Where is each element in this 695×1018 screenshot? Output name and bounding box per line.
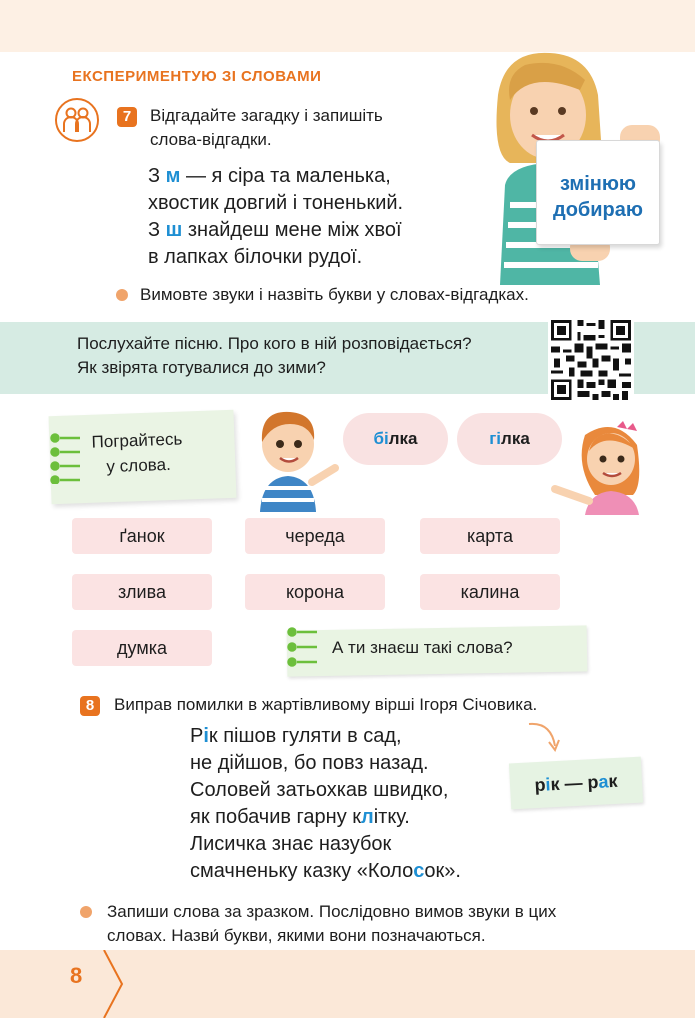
task-7-text-line2: слова-відгадки. <box>150 130 272 149</box>
girl-2-illustration <box>545 415 645 515</box>
task-7-bullet-text: Вимовте звуки і назвіть букви у словах-відгадках. <box>140 285 529 304</box>
word-chip: корона <box>245 574 385 610</box>
bullet-lines-icon <box>287 626 327 673</box>
riddle-line-1: З м — я сіра та маленька, <box>148 165 391 187</box>
question-text: А ти знаєш такі слова? <box>332 638 513 657</box>
section-title: ЕКСПЕРИМЕНТУЮ ЗІ СЛОВАМИ <box>72 68 322 85</box>
bullet-dot <box>80 906 92 918</box>
page-chevron-icon <box>100 950 130 1018</box>
poem-line-2: не дійшов, бо повз назад. <box>190 752 429 774</box>
poem-line-5: Лисичка знає назубок <box>190 833 392 855</box>
pair-work-icon <box>55 98 99 142</box>
task-8-text: Виправ помилки в жартівливому вірші Ігоря Січовика. <box>114 695 538 714</box>
word-chip: думка <box>72 630 212 666</box>
page-number: 8 <box>70 963 83 988</box>
poem-line-6: смачненьку казку «Колосок». <box>190 860 461 882</box>
riddle-line-4: в лапках білочки рудої. <box>148 246 363 268</box>
example-card: рік — рак <box>509 757 643 810</box>
riddle-line-3: З ш знайдеш мене між хвої <box>148 219 402 241</box>
word-chip: злива <box>72 574 212 610</box>
sign-line-2: добираю <box>553 199 643 221</box>
riddle <box>148 163 403 271</box>
word-chip: череда <box>245 518 385 554</box>
boy-illustration <box>250 402 345 512</box>
bullet-lines-icon <box>50 432 90 489</box>
bullet-dot <box>116 289 128 301</box>
poem-line-4: як побачив гарну клітку. <box>190 806 410 828</box>
play-instruction <box>91 426 183 479</box>
poem-line-1: Рік пішов гуляти в сад, <box>190 725 402 747</box>
word-chip: ґанок <box>72 518 212 554</box>
listen-text <box>77 332 472 380</box>
listen-line-2: Як звірята готувалися до зими? <box>77 358 326 377</box>
final-line-2: словах. Назви́ букви, якими вони позначаються. <box>107 926 486 945</box>
poem <box>190 723 461 885</box>
task-8-final-text <box>107 900 647 948</box>
word-chip: карта <box>420 518 560 554</box>
task-7-number: 7 <box>117 107 137 127</box>
word-chip: калина <box>420 574 560 610</box>
task-7-text-line1: Відгадайте загадку і запишіть <box>150 106 383 125</box>
curved-arrow-icon <box>525 718 565 759</box>
final-line-1: Запиши слова за зразком. Послідовно вимов звуки в цих <box>107 902 557 921</box>
task-8-number: 8 <box>80 696 100 716</box>
qr-code[interactable] <box>548 317 634 403</box>
sign-card <box>536 140 660 245</box>
riddle-line-2: хвостик довгий і тоненький. <box>148 192 404 214</box>
speech-bubble-bilka: білка <box>343 413 448 465</box>
sign-line-1: змінюю <box>559 173 637 195</box>
poem-line-3: Соловей затьохкав швидко, <box>190 779 449 801</box>
play-line-1: Пограйтесь <box>91 429 183 452</box>
listen-line-1: Послухайте пісню. Про кого в ній розповідається? <box>77 334 472 353</box>
speech-bubble-hilka: гілка <box>457 413 562 465</box>
play-line-2: у слова. <box>106 454 172 477</box>
